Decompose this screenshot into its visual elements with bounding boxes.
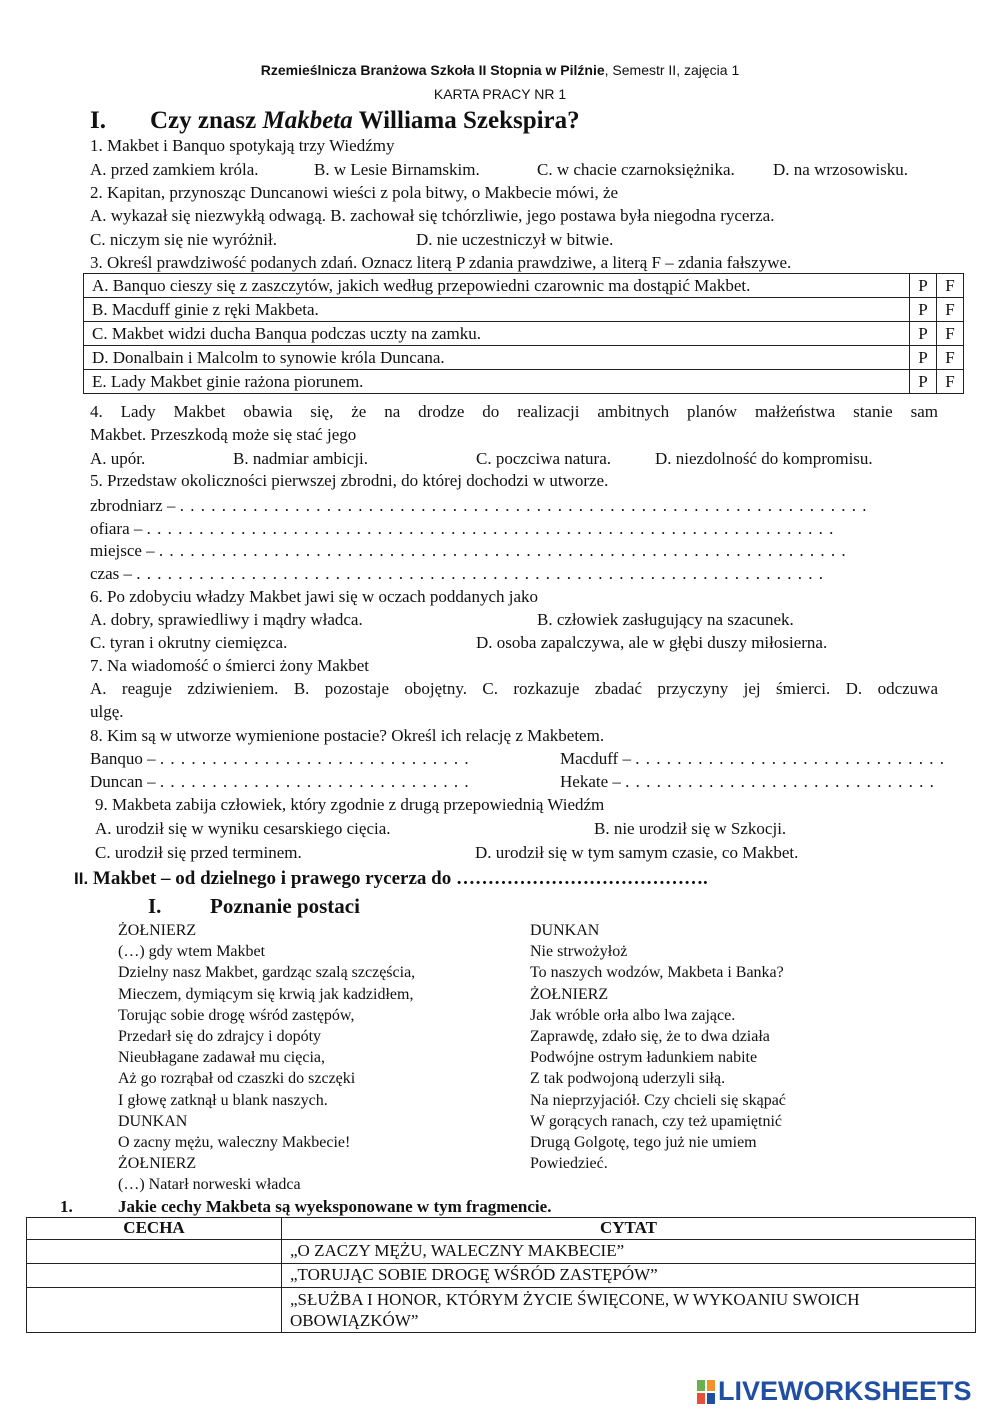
trait-input-cell[interactable] bbox=[27, 1264, 282, 1288]
excerpt-line: Torując sobie drogę wśród zastępów, bbox=[118, 1006, 355, 1024]
q7-question: 7. Na wiadomość o śmierci żony Makbet bbox=[90, 656, 370, 675]
q5-victim-line[interactable] bbox=[90, 519, 834, 539]
excerpt-line: O zacny mężu, waleczny Makbecie! bbox=[118, 1134, 351, 1152]
task-1-number: 1. bbox=[60, 1197, 73, 1216]
answer-dots: . . . . . . . . . . . . . . . . . . . . . . . . . . . . . . . . . . . . . . . . . . . . . . . . . . . . . . . . . . . . . . . . . . bbox=[136, 564, 825, 583]
q9-option-c: C. urodził się przed terminem. bbox=[95, 843, 302, 862]
q2-option-c: C. niczym się nie wyróżnił. bbox=[90, 230, 277, 249]
q4-option-d: D. niezdolność do kompromisu. bbox=[655, 449, 873, 468]
statement-a: A. Banquo cieszy się z zaszczytów, jakich według przepowiedni czarownic ma dostąpić Makbet. bbox=[84, 274, 910, 298]
section-2-numeral: II. bbox=[74, 869, 89, 888]
answer-dots: . . . . . . . . . . . . . . . . . . . . . . . . . . . . . . bbox=[159, 772, 470, 791]
worksheet-number: KARTA PRACY NR 1 bbox=[433, 86, 567, 102]
q5-perpetrator-label: zbrodniarz – bbox=[90, 496, 180, 515]
q1-option-a: A. przed zamkiem króla. bbox=[90, 160, 259, 179]
q9-option-d: D. urodził się w tym samym czasie, co Makbet. bbox=[475, 843, 799, 862]
semester-info: , Semestr II, zajęcia 1 bbox=[604, 62, 740, 78]
subsection-numeral: I. bbox=[148, 894, 162, 918]
q5-perpetrator-line[interactable] bbox=[90, 496, 867, 516]
excerpt-line: Aż go rozrąbał od czaszki do szczęki bbox=[118, 1070, 356, 1088]
answer-f[interactable]: F bbox=[937, 322, 964, 346]
q5-place-line[interactable] bbox=[90, 541, 847, 561]
q5-place-label: miejsce – bbox=[90, 541, 159, 560]
answer-dots: . . . . . . . . . . . . . . . . . . . . . . . . . . . . . . bbox=[625, 772, 935, 791]
q4-question-line1: 4. Lady Makbet obawia się, że na drodze do realizacji ambitnych planów małżeństwa stanie sam bbox=[90, 402, 938, 421]
answer-dots: . . . . . . . . . . . . . . . . . . . . . . . . . . . . . . bbox=[159, 749, 470, 768]
q8-duncan-line[interactable] bbox=[90, 772, 470, 792]
q5-time-label: czas – bbox=[90, 564, 137, 583]
excerpt-line: DUNKAN bbox=[530, 922, 600, 939]
answer-p[interactable]: P bbox=[910, 370, 937, 394]
q5-victim-label: ofiara – bbox=[90, 519, 147, 538]
answer-dots: . . . . . . . . . . . . . . . . . . . . . . . . . . . . . . . . . . . . . . . . . . . . . . . . . . . . . . . . . . . . . . . . . . bbox=[179, 496, 868, 515]
q2-options-ab: A. wykazał się niezwykłą odwagą. B. zachował się tchórzliwie, jego postawa była niegodna rycerza. bbox=[90, 206, 775, 225]
q1-option-d: D. na wrzosowisku. bbox=[773, 160, 909, 179]
answer-f[interactable]: F bbox=[937, 274, 964, 298]
q6-option-b: B. człowiek zasługujący na szacunek. bbox=[537, 610, 794, 629]
q4-option-c: C. poczciwa natura. bbox=[476, 449, 611, 468]
section-1-title bbox=[90, 107, 106, 135]
excerpt-line: Przedarł się do zdrajcy i dopóty bbox=[118, 1028, 322, 1046]
section-1-numeral: I. bbox=[90, 107, 106, 134]
excerpt-line: ŻOŁNIERZ bbox=[118, 922, 197, 939]
section-1-title-italic: Makbeta bbox=[262, 107, 353, 134]
table-header-row bbox=[27, 1218, 976, 1240]
excerpt-line: Z tak podwojoną uderzyli siłą. bbox=[530, 1070, 726, 1088]
subsection-title: Poznanie postaci bbox=[210, 894, 360, 918]
excerpt-line: Podwójne ostrym ładunkiem nabite bbox=[530, 1049, 758, 1067]
section-2-heading: Makbet – od dzielnego i prawego rycerza do …………………………………. bbox=[88, 868, 708, 889]
task-1-text: Jakie cechy Makbeta są wyeksponowane w tym fragmencie. bbox=[118, 1197, 552, 1216]
quote-cell: „SŁUŻBA I HONOR, KTÓRYM ŻYCIE ŚWIĘCONE, W WYKOANIU SWOICH OBOWIĄZKÓW” bbox=[282, 1288, 976, 1333]
table-row bbox=[84, 298, 964, 322]
answer-p[interactable]: P bbox=[910, 298, 937, 322]
q2-option-d: D. nie uczestniczył w bitwie. bbox=[416, 230, 614, 249]
excerpt-line: ŻOŁNIERZ bbox=[530, 985, 609, 1003]
table-row bbox=[27, 1264, 976, 1288]
excerpt-line: Dzielny nasz Makbet, gardząc szalą szczęścia, bbox=[118, 964, 416, 982]
table-row bbox=[84, 322, 964, 346]
q4-option-a: A. upór. bbox=[90, 449, 146, 468]
section-1-title-part: Williama Szekspira? bbox=[352, 107, 580, 134]
q8-duncan-label: Duncan – bbox=[90, 772, 160, 791]
excerpt-left-column bbox=[118, 920, 415, 1196]
statement-b: B. Macduff ginie z ręki Makbeta. bbox=[84, 298, 910, 322]
trait-input-cell[interactable] bbox=[27, 1240, 282, 1264]
table-row bbox=[27, 1240, 976, 1264]
excerpt-line: W gorących ranach, czy też upamiętnić bbox=[530, 1112, 783, 1130]
q3-question: 3. Określ prawdziwość podanych zdań. Oznacz literą P zdania prawdziwe, a literą F – zdania fałszywe. bbox=[90, 253, 792, 272]
answer-dots: . . . . . . . . . . . . . . . . . . . . . . . . . . . . . . . . . . . . . . . . . . . . . . . . . . . . . . . . . . . . . . . . . . bbox=[146, 519, 835, 538]
excerpt-line: Jak wróble orła albo lwa zające. bbox=[530, 1006, 736, 1024]
q1-question: 1. Makbet i Banquo spotykają trzy Wiedźmy bbox=[90, 136, 395, 155]
answer-dots: . . . . . . . . . . . . . . . . . . . . . . . . . . . . . . bbox=[635, 749, 945, 768]
excerpt-line: I głowę zatknął u blank naszych. bbox=[118, 1091, 328, 1109]
column-header-trait: CECHA bbox=[27, 1218, 282, 1240]
section-1-heading bbox=[150, 107, 580, 135]
q8-macduff-label: Macduff – bbox=[560, 749, 636, 768]
answer-p[interactable]: P bbox=[910, 346, 937, 370]
excerpt-line: Zaprawdę, zdało się, że to dwa działa bbox=[530, 1028, 770, 1046]
excerpt-right-column bbox=[530, 920, 786, 1174]
answer-f[interactable]: F bbox=[937, 298, 964, 322]
q8-banquo-line[interactable] bbox=[90, 749, 470, 769]
q6-option-c: C. tyran i okrutny ciemięzca. bbox=[90, 633, 288, 652]
q7-options-line2: ulgę. bbox=[90, 702, 124, 721]
school-name: Rzemieślnicza Branżowa Szkoła II Stopnia w Pilźnie bbox=[260, 62, 605, 78]
liveworksheets-logo: LIVEWORKSHEETS bbox=[718, 1376, 972, 1406]
answer-dots: . . . . . . . . . . . . . . . . . . . . . . . . . . . . . . . . . . . . . . . . . . . . . . . . . . . . . . . . . . . . . . . . . . bbox=[158, 541, 847, 560]
q4-option-b: B. nadmiar ambicji. bbox=[233, 449, 369, 468]
excerpt-line: Nie strwożyłoż bbox=[530, 943, 628, 961]
q7-options-line1: A. reaguje zdziwieniem. B. pozostaje obojętny. C. rozkazuje zbadać przyczyny jej śmierci. D. odczuwa bbox=[90, 679, 938, 698]
q2-question: 2. Kapitan, przynosząc Duncanowi wieści z pola bitwy, o Makbecie mówi, że bbox=[90, 183, 619, 202]
statement-c: C. Makbet widzi ducha Banqua podczas uczty na zamku. bbox=[84, 322, 910, 346]
excerpt-line: Powiedzieć. bbox=[530, 1155, 608, 1173]
excerpt-line: (…) Natarł norweski władca bbox=[118, 1176, 301, 1194]
column-header-quote: CYTAT bbox=[282, 1218, 976, 1240]
q4-question-line2: Makbet. Przeszkodą może się stać jego bbox=[90, 425, 357, 444]
section-1-title-part: Czy znasz bbox=[150, 107, 263, 134]
q9-question: 9. Makbeta zabija człowiek, który zgodnie z drugą przepowiednią Wiedźm bbox=[95, 795, 605, 814]
q6-option-d: D. osoba zapalczywa, ale w głębi duszy miłosierna. bbox=[476, 633, 828, 652]
answer-p[interactable]: P bbox=[910, 322, 937, 346]
excerpt-line: ŻOŁNIERZ bbox=[118, 1155, 197, 1173]
answer-p[interactable]: P bbox=[910, 274, 937, 298]
q9-option-b: B. nie urodził się w Szkocji. bbox=[594, 819, 787, 838]
quote-cell: „TORUJĄC SOBIE DROGĘ WŚRÓD ZASTĘPÓW” bbox=[282, 1264, 976, 1288]
q1-option-c: C. w chacie czarnoksiężnika. bbox=[537, 160, 735, 179]
table-row bbox=[27, 1288, 976, 1333]
excerpt-line: DUNKAN bbox=[118, 1112, 188, 1130]
excerpt-line: (…) gdy wtem Makbet bbox=[118, 943, 266, 961]
excerpt-line: Na nieprzyjaciół. Czy chcieli się skąpać bbox=[530, 1091, 786, 1109]
quote-cell: „O ZACZY MĘŻU, WALECZNY MAKBECIE” bbox=[282, 1240, 976, 1264]
table-row bbox=[84, 274, 964, 298]
excerpt-line: To naszych wodzów, Makbeta i Banka? bbox=[530, 964, 784, 982]
q8-macduff-line[interactable] bbox=[560, 749, 945, 769]
liveworksheets-logo-icon bbox=[697, 1380, 715, 1404]
q6-question: 6. Po zdobyciu władzy Makbet jawi się w oczach poddanych jako bbox=[90, 587, 539, 606]
q8-question: 8. Kim są w utworze wymienione postacie? Określ ich relację z Makbetem. bbox=[90, 726, 605, 745]
q6-option-a: A. dobry, sprawiedliwy i mądry władca. bbox=[90, 610, 363, 629]
q9-option-a: A. urodził się w wyniku cesarskiego cięcia. bbox=[95, 819, 391, 838]
excerpt-line: Nieubłagane zadawał mu cięcia, bbox=[118, 1049, 325, 1067]
trait-input-cell[interactable] bbox=[27, 1288, 282, 1333]
statement-d: D. Donalbain i Malcolm to synowie króla Duncana. bbox=[84, 346, 910, 370]
q5-question: 5. Przedstaw okoliczności pierwszej zbrodni, do której dochodzi w utworze. bbox=[90, 471, 609, 490]
trait-quote-table bbox=[26, 1217, 976, 1333]
q5-time-line[interactable] bbox=[90, 564, 824, 584]
excerpt-line: Drugą Golgotę, tego już nie umiem bbox=[530, 1134, 757, 1152]
q8-hekate-line[interactable] bbox=[560, 772, 935, 792]
statement-e: E. Lady Makbet ginie rażona piorunem. bbox=[84, 370, 910, 394]
header-line bbox=[0, 62, 1000, 78]
table-row bbox=[84, 370, 964, 394]
table-row bbox=[84, 346, 964, 370]
true-false-table bbox=[83, 273, 964, 394]
q8-hekate-label: Hekate – bbox=[560, 772, 626, 791]
answer-f[interactable]: F bbox=[937, 370, 964, 394]
section-2-title bbox=[74, 868, 708, 890]
excerpt-line: Mieczem, dymiącym się krwią jak kadzidłem, bbox=[118, 985, 414, 1003]
q8-banquo-label: Banquo – bbox=[90, 749, 160, 768]
q1-option-b: B. w Lesie Birnamskim. bbox=[314, 160, 480, 179]
answer-f[interactable]: F bbox=[937, 346, 964, 370]
